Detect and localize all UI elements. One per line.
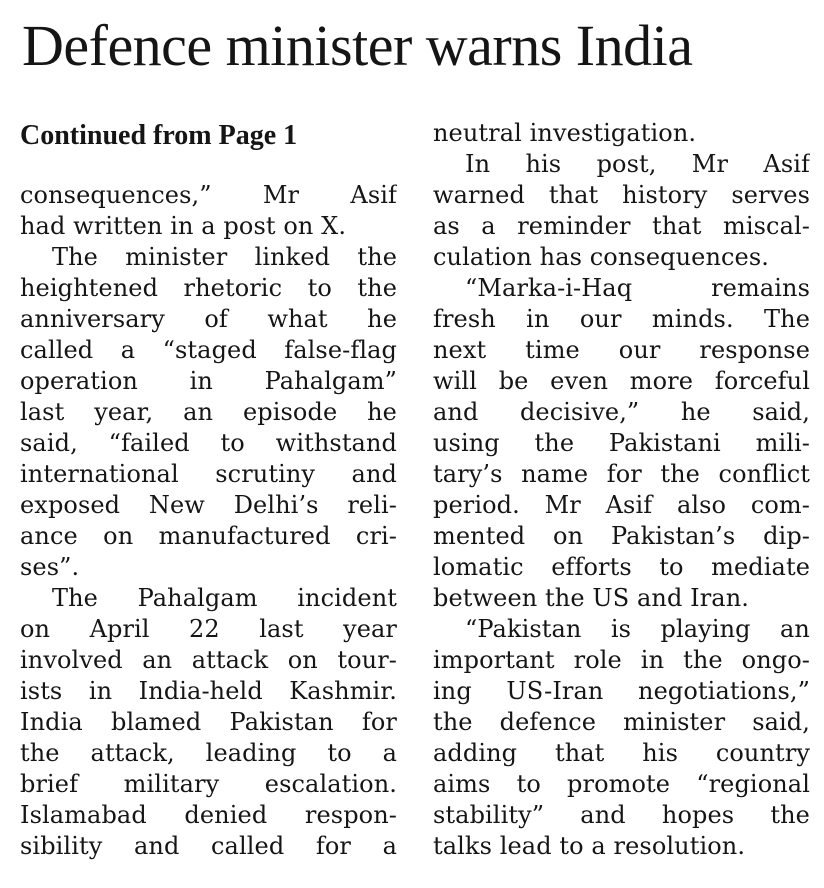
text-line: The Pahalgam incident bbox=[52, 584, 397, 612]
text-line: ists in India-held Kashmir. bbox=[20, 677, 397, 705]
text-line: mented on Pakistan’s dip- bbox=[433, 522, 810, 550]
text-line: exposed New Delhi’s reli- bbox=[20, 491, 397, 519]
paragraph bbox=[20, 180, 397, 242]
text-line: operation in Pahalgam” bbox=[20, 367, 397, 395]
text-line: anniversary of what he bbox=[20, 305, 397, 333]
text-line: neutral investigation. bbox=[433, 119, 697, 147]
text-line: next time our response bbox=[433, 336, 810, 364]
text-line: heightened rhetoric to the bbox=[20, 274, 397, 302]
text-line: talks lead to a resolution. bbox=[433, 832, 746, 860]
text-line: the attack, leading to a bbox=[20, 739, 397, 767]
text-line: sibility and called for a bbox=[20, 832, 397, 860]
text-line: consequences,” Mr Asif bbox=[20, 181, 397, 209]
text-line: lomatic efforts to mediate bbox=[433, 553, 810, 581]
right-column-body bbox=[433, 118, 810, 862]
paragraph bbox=[433, 614, 810, 862]
text-line: adding that his country bbox=[433, 739, 810, 767]
text-line: said, “failed to withstand bbox=[20, 429, 397, 457]
paragraph bbox=[20, 242, 397, 583]
text-line: aims to promote “regional bbox=[433, 770, 810, 798]
text-line: and decisive,” he said, bbox=[433, 398, 810, 426]
continued-from-label: Continued from Page 1 bbox=[20, 120, 298, 151]
text-line: ing US-Iran negotiations,” bbox=[433, 677, 810, 705]
text-line: The minister linked the bbox=[52, 243, 397, 271]
text-line: important role in the ongo- bbox=[433, 646, 810, 674]
text-line: on April 22 last year bbox=[20, 615, 397, 643]
text-line: international scrutiny and bbox=[20, 460, 397, 488]
text-line: Islamabad denied respon- bbox=[20, 801, 397, 829]
text-line: will be even more forceful bbox=[433, 367, 810, 395]
text-line: warned that history serves bbox=[433, 181, 810, 209]
text-line: India blamed Pakistan for bbox=[20, 708, 397, 736]
text-line: In his post, Mr Asif bbox=[465, 150, 810, 178]
left-column-body bbox=[20, 180, 397, 862]
text-line: using the Pakistani mili- bbox=[433, 429, 810, 457]
text-line: called a “staged false-flag bbox=[20, 336, 397, 364]
paragraph bbox=[433, 118, 810, 149]
text-line: fresh in our minds. The bbox=[433, 305, 810, 333]
text-line: as a reminder that miscal- bbox=[433, 212, 810, 240]
paragraph bbox=[433, 273, 810, 614]
paragraph bbox=[20, 583, 397, 862]
text-line: “Marka-i-Haq remains bbox=[465, 274, 810, 302]
text-line: the defence minister said, bbox=[433, 708, 810, 736]
text-line: brief military escalation. bbox=[20, 770, 397, 798]
headline: Defence minister warns India bbox=[22, 13, 693, 78]
text-line: culation has consequences. bbox=[433, 243, 769, 271]
text-line: stability” and hopes the bbox=[433, 801, 810, 829]
text-line: period. Mr Asif also com- bbox=[433, 491, 810, 519]
text-line: “Pakistan is playing an bbox=[465, 615, 810, 643]
text-line: had written in a post on X. bbox=[20, 212, 347, 240]
paragraph bbox=[433, 149, 810, 273]
text-line: tary’s name for the conflict bbox=[433, 460, 810, 488]
left-column bbox=[20, 118, 397, 862]
text-line: ses”. bbox=[20, 553, 80, 581]
text-line: last year, an episode he bbox=[20, 398, 397, 426]
text-line: between the US and Iran. bbox=[433, 584, 749, 612]
text-line: involved an attack on tour- bbox=[20, 646, 397, 674]
right-column bbox=[433, 118, 810, 862]
text-line: ance on manufactured cri- bbox=[20, 522, 397, 550]
